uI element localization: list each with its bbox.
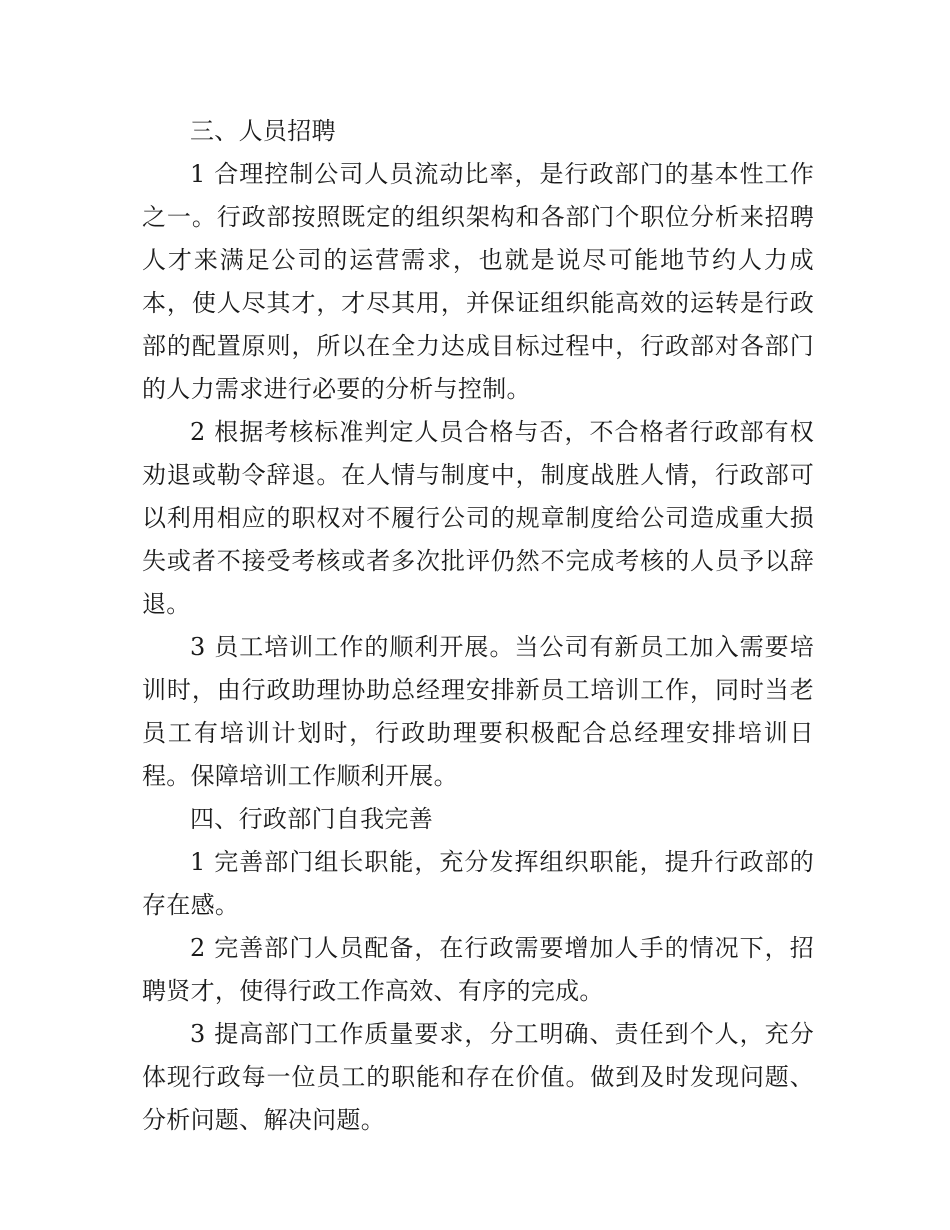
paragraph-recruitment-item-2: 2 根据考核标准判定人员合格与否，不合格者行政部有权劝退或勒令辞退。在人情与制度中，制度战胜人情，行政部可以利用相应的职权对不履行公司的规章制度给公司造成重大损失或者不接受考核或者多次批评仍然不完成考核的人员予以辞退。 — [142, 418, 814, 618]
section-heading-recruitment: 三、人员招聘 — [190, 117, 336, 145]
paragraph-improvement-item-1: 1 完善部门组长职能，充分发挥组织职能，提升行政部的存在感。 — [142, 848, 814, 919]
paragraph-improvement-item-3: 3 提高部门工作质量要求，分工明确、责任到个人，充分体现行政每一位员工的职能和存在价值。做到及时发现问题、分析问题、解决问题。 — [142, 1020, 814, 1134]
document-page — [142, 110, 814, 1142]
paragraph-recruitment-item-1: 1 合理控制公司人员流动比率，是行政部门的基本性工作之一。行政部按照既定的组织架构和各部门个职位分析来招聘人才来满足公司的运营需求，也就是说尽可能地节约人力成本，使人尽其才，才尽其用，并保证组织能高效的运转是行政部的配置原则，所以在全力达成目标过程中，行政部对各部门的人力需求进行必要的分析与控制。 — [142, 160, 814, 403]
paragraph-recruitment-item-3: 3 员工培训工作的顺利开展。当公司有新员工加入需要培训时，由行政助理协助总经理安排新员工培训工作，同时当老员工有培训计划时，行政助理要积极配合总经理安排培训日程。保障培训工作顺利开展。 — [142, 633, 814, 790]
paragraph-improvement-item-2: 2 完善部门人员配备，在行政需要增加人手的情况下，招聘贤才，使得行政工作高效、有序的完成。 — [142, 934, 814, 1005]
section-heading-self-improvement: 四、行政部门自我完善 — [190, 805, 433, 833]
